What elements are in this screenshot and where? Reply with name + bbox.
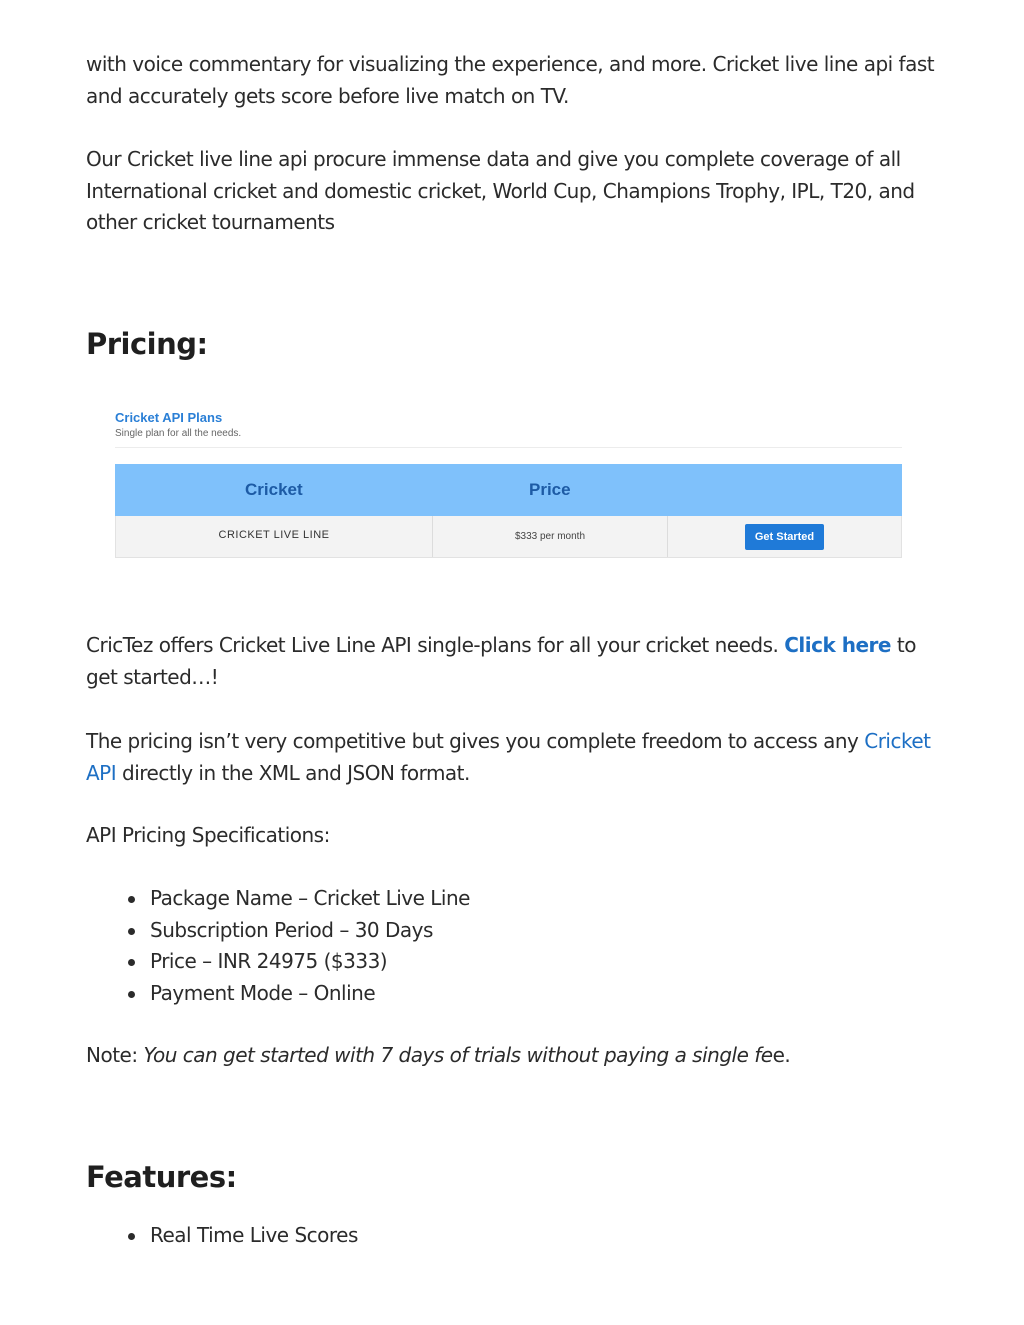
- list-item: Price – INR 24975 ($333): [150, 946, 470, 978]
- pricing-plans-image: [115, 404, 902, 560]
- freedom-paragraph: [86, 726, 946, 789]
- plans-title: Cricket API Plans: [115, 410, 223, 425]
- note-tail: e.: [772, 1043, 791, 1067]
- intro-paragraph-1: with voice commentary for visualizing the experience, and more. Cricket live line api fast and accurately gets score before live match on TV.: [86, 52, 935, 108]
- features-heading: Features:: [86, 1160, 237, 1194]
- plans-subtitle: Single plan for all the needs.: [115, 428, 242, 439]
- offer-text-end: to get started…!: [86, 633, 916, 689]
- specs-label: API Pricing Specifications:: [86, 823, 330, 847]
- freedom-text-end: directly in the XML and JSON format.: [116, 760, 470, 785]
- list-item: Subscription Period – 30 Days: [150, 915, 470, 947]
- features-list: [86, 1220, 358, 1252]
- plan-price: $333 per month: [514, 531, 586, 542]
- list-item: Payment Mode – Online: [150, 978, 470, 1010]
- get-started-button[interactable]: Get Started: [745, 524, 824, 550]
- list-item: Package Name – Cricket Live Line: [150, 883, 470, 915]
- pricing-heading: Pricing:: [86, 327, 208, 361]
- plan-name: CRICKET LIVE LINE: [218, 529, 330, 541]
- note-italic-text: You can get started with 7 days of trials without paying a single fe: [143, 1043, 773, 1067]
- offer-text: CricTez offers Cricket Live Line API single-plans for all your cricket needs.: [86, 633, 785, 657]
- note-label: Note:: [86, 1043, 144, 1067]
- note-paragraph: [86, 1040, 946, 1072]
- plans-header-cricket: Cricket: [245, 480, 303, 499]
- click-here-link[interactable]: Click here: [784, 633, 891, 657]
- cricket-api-link[interactable]: Cricket API: [86, 729, 931, 785]
- specs-list: [86, 883, 470, 1009]
- plans-table-row: [115, 516, 902, 558]
- plans-table-header: [115, 464, 902, 516]
- plans-divider: [115, 447, 902, 448]
- intro-paragraph-2: Our Cricket live line api procure immense data and give you complete coverage of all International cricket and domestic cricket, World Cup, Champions Trophy, IPL, T20, and other cricket tournaments: [86, 147, 915, 234]
- plans-header-price: Price: [529, 480, 571, 499]
- row-divider: [667, 516, 668, 557]
- offer-paragraph: [86, 630, 946, 693]
- freedom-text: The pricing isn’t very competitive but gives you complete freedom to access any: [86, 729, 865, 753]
- list-item: Real Time Live Scores: [150, 1220, 358, 1252]
